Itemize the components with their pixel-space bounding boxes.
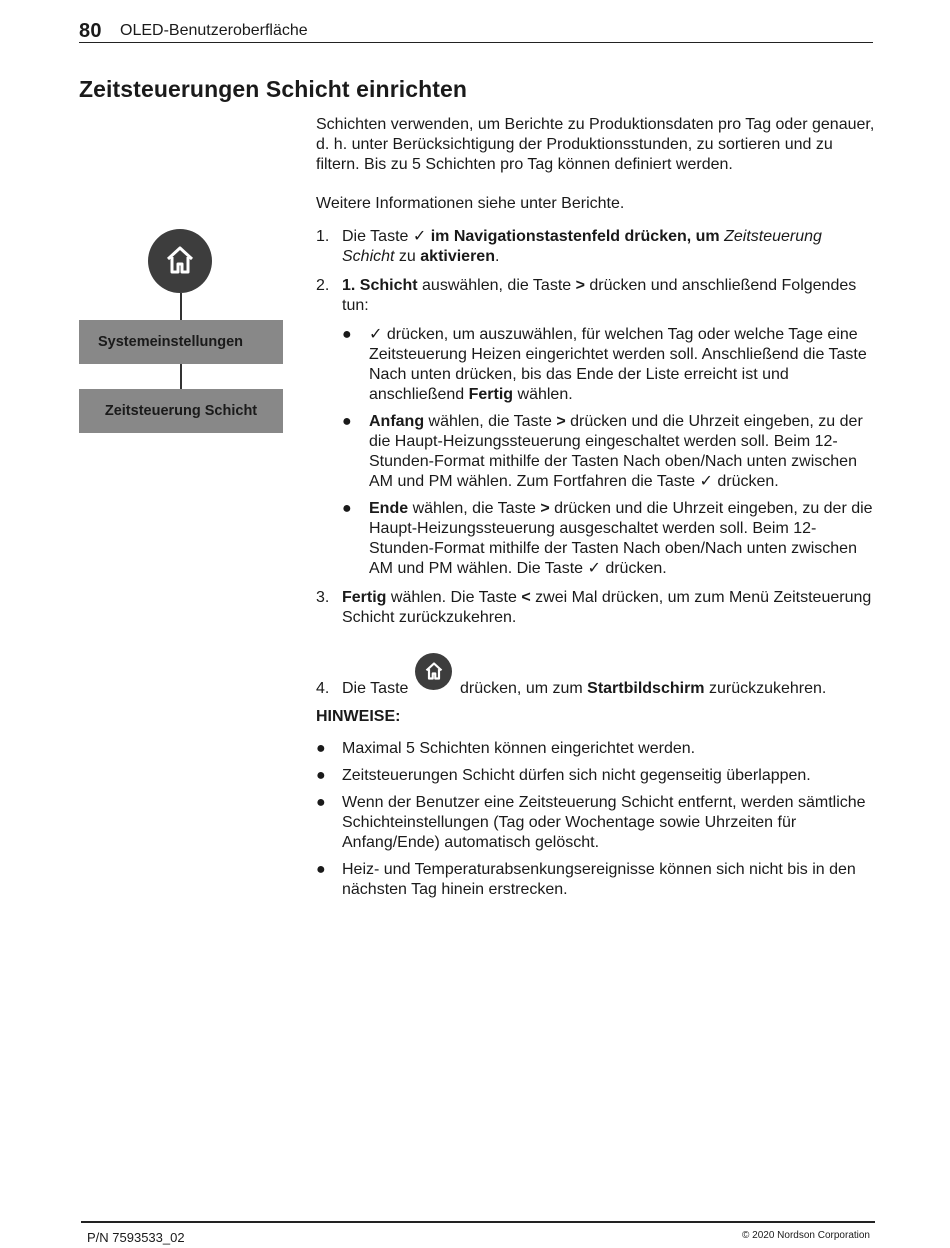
list-item	[342, 412, 876, 492]
step-text-italic: Zeitsteuerung Schicht	[342, 228, 822, 265]
bullet-icon: ●	[342, 326, 352, 343]
step-text: wählen. Die Taste	[386, 589, 522, 606]
note-item	[316, 860, 876, 900]
step-2	[316, 276, 876, 579]
bullet-text: wählen, die Taste	[408, 500, 541, 517]
step-text-bold: aktivieren	[420, 248, 495, 265]
bullet-text-bold: >	[540, 500, 550, 517]
main-content	[316, 115, 876, 907]
part-number: P/N 7593533_02	[87, 1230, 185, 1245]
step-text-bold: Startbildschirm	[587, 680, 705, 697]
step-text: .	[494, 248, 500, 265]
list-item	[342, 325, 876, 405]
step-number: 2.	[316, 277, 330, 294]
step-text: drücken und anschließend Folgendes tun:	[342, 277, 857, 314]
step-text-bold: Fertig	[342, 589, 387, 606]
list-item	[342, 499, 876, 579]
step-text: zwei Mal drücken, um zum Menü Zeitsteuerung Schicht zurückzukehren.	[342, 589, 872, 626]
step-text: drücken, um zum	[460, 680, 588, 697]
diagram-connector	[180, 364, 182, 389]
step-1	[316, 227, 876, 267]
step-text-bold: <	[521, 589, 531, 606]
page-header	[79, 20, 873, 43]
bullet-text-bold: Fertig	[468, 386, 514, 403]
bullet-icon: ●	[342, 413, 352, 430]
bullet-icon: ●	[342, 500, 352, 517]
step-text: zurückzukehren.	[704, 680, 827, 697]
step-text-bold: 1. Schicht	[342, 277, 418, 294]
step-number: 1.	[316, 228, 330, 245]
page-number: 80	[79, 20, 102, 42]
copyright: © 2020 Nordson Corporation	[742, 1230, 870, 1241]
bullet-text-bold: Anfang	[369, 413, 425, 430]
note-text: Wenn der Benutzer eine Zeitsteuerung Schicht entfernt, werden sämtliche Schichteinstellungen (Tag oder Wochentage sowie Uhrzeiten für Anfang/Ende) automatisch gelöscht.	[342, 794, 866, 851]
page-title: Zeitsteuerungen Schicht einrichten	[79, 76, 468, 102]
step-text: auswählen, die Taste	[417, 277, 576, 294]
bullet-icon: ●	[316, 767, 326, 784]
bullet-icon: ●	[316, 740, 326, 757]
home-icon	[424, 661, 444, 681]
home-button-inline	[415, 653, 452, 690]
menu-systemeinstellungen: Systemeinstellungen	[79, 320, 283, 364]
bullet-text: drücken und die Uhrzeit eingeben, zu der die Haupt-Heizungssteuerung eingeschaltet werden soll. Beim 12-Stunden-Format mithilfe der Tasten Nach oben/Nach unten zwischen AM und PM wählen. Zum Fortfahren die Taste ✓ drücken.	[369, 413, 863, 490]
bullet-icon: ●	[316, 861, 326, 878]
step-number: 4.	[316, 680, 330, 697]
intro-paragraph: Schichten verwenden, um Berichte zu Produktionsdaten pro Tag oder genauer, d. h. unter Berücksichtigung der Produktionsstunden, zu sortieren und zu filtern. Bis zu 5 Schichten pro Tag können definiert werden.	[316, 116, 875, 173]
home-icon	[164, 244, 196, 276]
bullet-text: ✓ drücken, um auszuwählen, für welchen Tag oder welche Tage eine Zeitsteuerung Heizen eingerichtet werden soll. Anschließend die Taste Nach unten drücken, bis das Ende der Liste erreicht ist und anschließend	[369, 326, 867, 403]
step-text-bold: im Navigationstastenfeld drücken, um	[430, 228, 725, 245]
notes-heading: HINWEISE:	[316, 708, 401, 725]
bullet-text-bold: >	[556, 413, 566, 430]
step-text: Die Taste ✓	[342, 228, 431, 245]
section-title: OLED-Benutzeroberfläche	[120, 22, 308, 39]
step-4	[316, 656, 876, 697]
step-3	[316, 588, 876, 628]
step-number: 3.	[316, 589, 330, 606]
bullet-text: drücken und die Uhrzeit eingeben, zu der die Haupt-Heizungssteuerung ausgeschaltet werden soll. Beim 12-Stunden-Format mithilfe der Tasten Nach oben/Nach unten zwischen AM und PM wählen. Die Taste ✓ drücken.	[369, 500, 873, 577]
note-text: Zeitsteuerungen Schicht dürfen sich nicht gegenseitig überlappen.	[342, 767, 811, 784]
bullet-text: wählen, die Taste	[424, 413, 557, 430]
step-2-bullets	[342, 325, 876, 579]
footer-divider	[81, 1221, 875, 1223]
bullet-text: wählen.	[513, 386, 573, 403]
menu-zeitsteuerung-schicht: Zeitsteuerung Schicht	[79, 389, 283, 433]
bullet-text-bold: Ende	[369, 500, 409, 517]
step-text: zu	[394, 248, 421, 265]
reference-paragraph: Weitere Informationen siehe unter Berichte.	[316, 195, 625, 212]
home-button-diagram	[148, 229, 212, 293]
step-text: Die Taste	[342, 680, 409, 697]
note-item	[316, 766, 876, 786]
note-text: Maximal 5 Schichten können eingerichtet werden.	[342, 740, 696, 757]
diagram-connector	[180, 293, 182, 320]
step-text-tail	[460, 679, 826, 699]
step-text-bold: >	[575, 277, 585, 294]
note-item	[316, 793, 876, 853]
bullet-icon: ●	[316, 794, 326, 811]
note-item	[316, 739, 876, 759]
note-text: Heiz- und Temperaturabsenkungsereignisse können sich nicht bis in den nächsten Tag hinein erstrecken.	[342, 861, 856, 898]
